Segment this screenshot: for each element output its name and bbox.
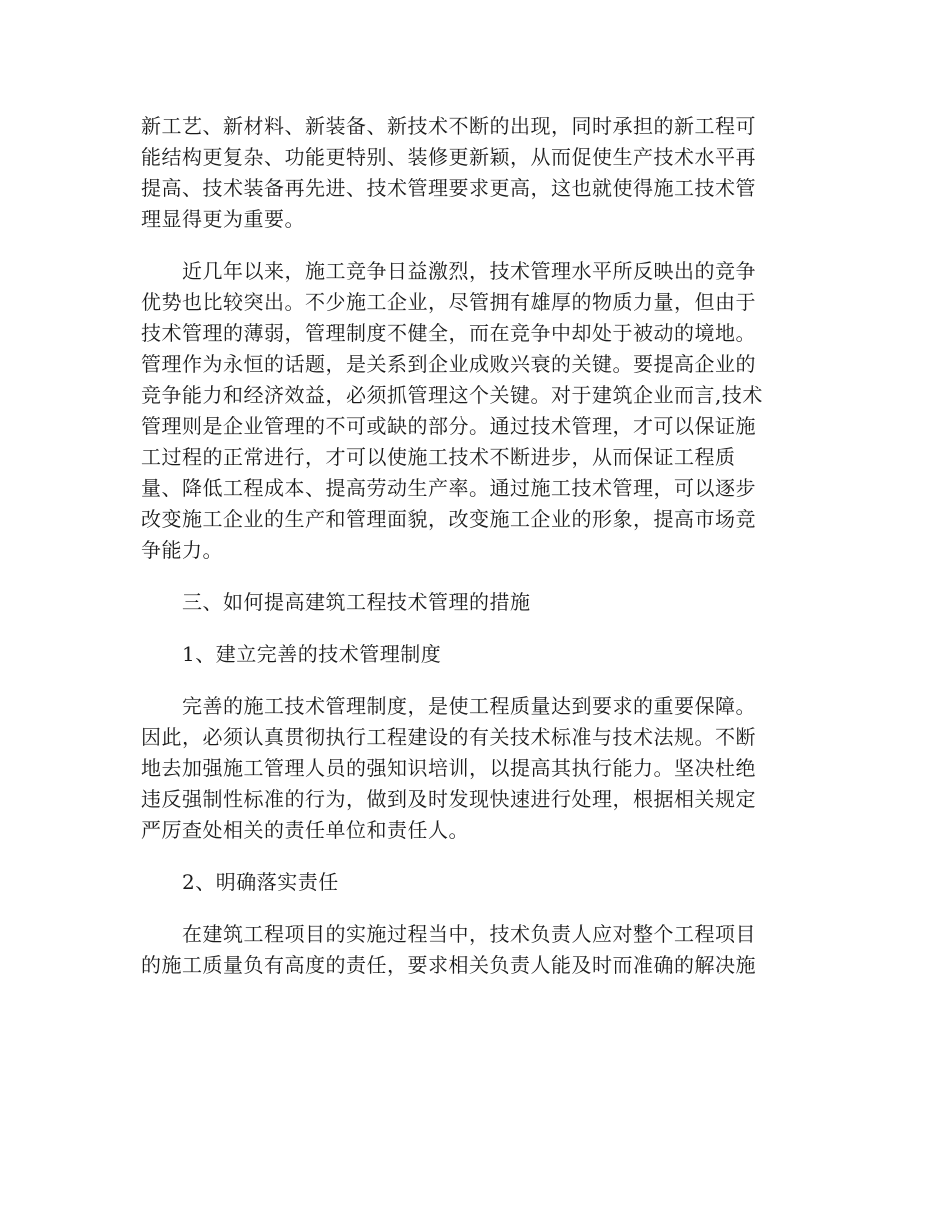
text-line: 的施工质量负有高度的责任，要求相关负责人能及时而准确的解决施 <box>141 953 756 977</box>
paragraph-new-technology <box>141 111 813 235</box>
text-line: 违反强制性标准的行为，做到及时发现快速进行处理，根据相关规定 <box>141 787 756 811</box>
text-line: 争能力。 <box>141 538 223 562</box>
text-line: 地去加强施工管理人员的强知识培训，以提高其执行能力。坚决杜绝 <box>141 756 756 780</box>
text-line: 严厉查处相关的责任单位和责任人。 <box>141 818 469 842</box>
text-line: 工过程的正常进行，才可以使施工技术不断进步，从而保证工程质 <box>141 445 736 469</box>
section-heading-measures <box>141 587 813 618</box>
paragraph-gap <box>141 566 813 587</box>
paragraph-gap <box>141 846 813 867</box>
text-line: 近几年以来，施工竞争日益激烈，技术管理水平所反映出的竞争 <box>141 259 756 283</box>
text-line: 管理则是企业管理的不可或缺的部分。通过技术管理，才可以保证施 <box>141 414 756 438</box>
text-line: 在建筑工程项目的实施过程当中，技术负责人应对整个工程项目 <box>141 922 756 946</box>
text-line: 新工艺、新材料、新装备、新技术不断的出现，同时承担的新工程可 <box>141 114 756 138</box>
text-line: 理显得更为重要。 <box>141 207 305 231</box>
document-body <box>141 111 813 981</box>
text-line: 量、降低工程成本、提高劳动生产率。通过施工技术管理，可以逐步 <box>141 476 756 500</box>
heading-line: 三、如何提高建筑工程技术管理的措施 <box>141 590 531 614</box>
text-line: 完善的施工技术管理制度，是使工程质量达到要求的重要保障。 <box>141 694 756 718</box>
text-line: 技术管理的薄弱，管理制度不健全，而在竞争中却处于被动的境地。 <box>141 321 756 345</box>
heading-line: 1、建立完善的技术管理制度 <box>141 642 442 666</box>
text-line: 竞争能力和经济效益，必须抓管理这个关键。对于建筑企业而言,技术 <box>141 383 763 407</box>
text-line: 能结构更复杂、功能更特别、装修更新颖，从而促使生产技术水平再 <box>141 145 756 169</box>
text-line: 改变施工企业的生产和管理面貌，改变施工企业的形象，提高市场竞 <box>141 507 756 531</box>
text-line: 提高、技术装备再先进、技术管理要求更高，这也就使得施工技术管 <box>141 176 756 200</box>
text-line: 优势也比较突出。不少施工企业，尽管拥有雄厚的物质力量，但由于 <box>141 290 756 314</box>
subheading-responsibility <box>141 867 813 898</box>
paragraph-competition <box>141 256 813 566</box>
paragraph-gap <box>141 618 813 639</box>
heading-line: 2、明确落实责任 <box>141 870 339 894</box>
paragraph-gap <box>141 670 813 691</box>
text-line: 管理作为永恒的话题，是关系到企业成败兴衰的关键。要提高企业的 <box>141 352 756 376</box>
paragraph-gap <box>141 898 813 919</box>
paragraph-gap <box>141 235 813 256</box>
text-line: 因此，必须认真贯彻执行工程建设的有关技术标准与技术法规。不断 <box>141 725 756 749</box>
paragraph-management-system <box>141 691 813 846</box>
subheading-management-system <box>141 639 813 670</box>
paragraph-responsibility <box>141 919 813 981</box>
